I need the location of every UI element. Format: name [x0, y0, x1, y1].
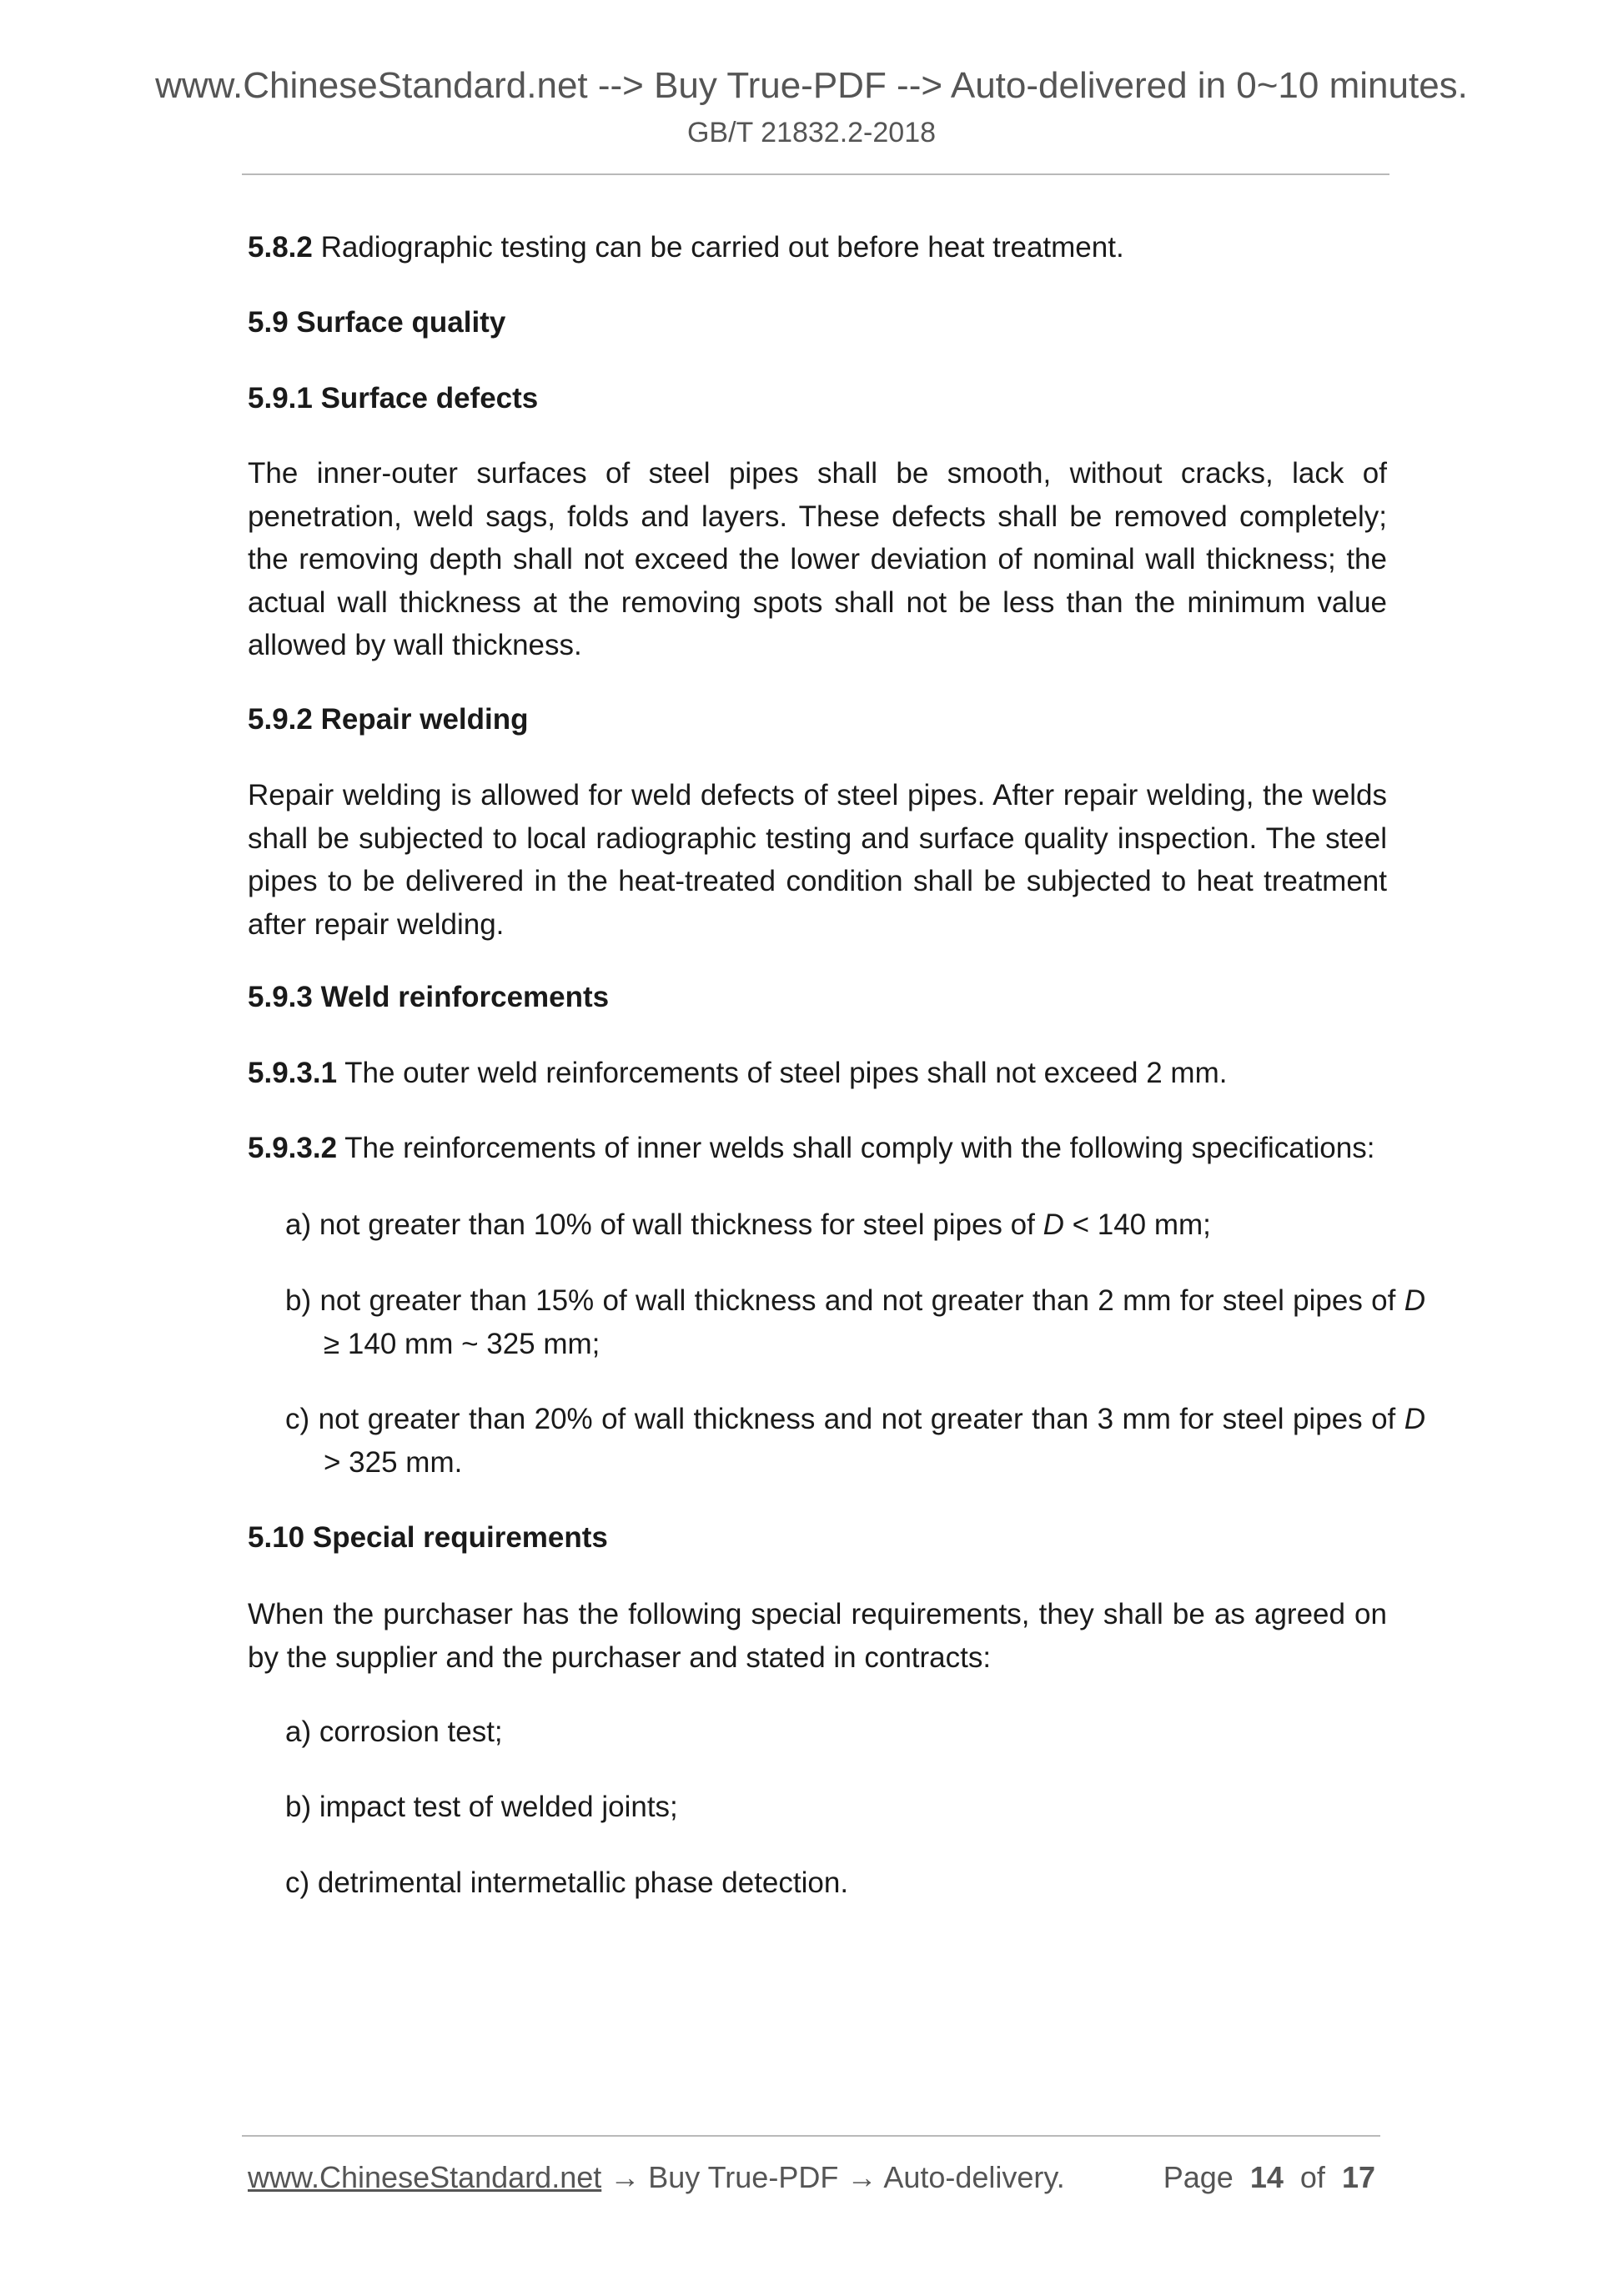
clause-5-9-3-2: [248, 1127, 1387, 1170]
footer-divider: [242, 2135, 1380, 2137]
clause-5-8-2: [248, 226, 1387, 269]
clause-5-9-3-1: [248, 1052, 1387, 1095]
clause-text: The reinforcements of inner welds shall comply with the following specifications:: [337, 1132, 1375, 1164]
document-code: GB/T 21832.2-2018: [686, 117, 937, 148]
list-item-reinforcement-a: a) not greater than 10% of wall thickness for steel pipes of D < 140 mm;: [285, 1208, 1211, 1241]
footer-promo: [248, 2160, 1065, 2195]
paragraph-surface-defects: The inner-outer surfaces of steel pipes shall be smooth, without cracks, lack of penetration, weld sags, folds and layers. These defects shall be removed completely; the removing depth shall not exceed the lower deviation of nominal wall thickness; the actual wall thickness at the removing spots shall not be less than the minimum value allowed by wall thickness.: [248, 457, 1387, 661]
page-label: Page: [1163, 2160, 1234, 2194]
section-heading-5-9: 5.9 Surface quality: [248, 306, 506, 339]
current-page-number: 14: [1249, 2160, 1284, 2194]
of-label: of: [1299, 2160, 1325, 2194]
page-indicator: [1163, 2160, 1375, 2195]
section-heading-5-9-2: 5.9.2 Repair welding: [248, 703, 529, 736]
section-heading-5-9-3: 5.9.3 Weld reinforcements: [248, 981, 610, 1013]
list-item-reinforcement-b: b) not greater than 15% of wall thickness and not greater than 2 mm for steel pipes of D ≥ 140 mm ~ 325 mm;: [285, 1284, 1425, 1360]
paragraph-repair-welding: Repair welding is allowed for weld defects of steel pipes. After repair welding, the welds shall be subjected to local radiographic testing and surface quality inspection. The steel pipes to be delivered in the heat-treated condition shall be subjected to heat treatment after repair welding.: [248, 779, 1387, 941]
header-banner: www.ChineseStandard.net --> Buy True-PDF --> Auto-delivered in 0~10 minutes.: [155, 65, 1468, 106]
clause-number: 5.9.3.1: [248, 1057, 338, 1089]
list-item-special-b: b) impact test of welded joints;: [285, 1791, 678, 1823]
footer-promo-text: → Buy True-PDF → Auto-delivery.: [601, 2160, 1065, 2194]
section-heading-5-9-1: 5.9.1 Surface defects: [248, 382, 539, 414]
clause-number: 5.9.3.2: [248, 1132, 338, 1164]
total-page-count: 17: [1341, 2160, 1375, 2194]
list-item-special-c: c) detrimental intermetallic phase detection.: [285, 1866, 849, 1899]
clause-text: The outer weld reinforcements of steel pipes shall not exceed 2 mm.: [337, 1057, 1228, 1089]
clause-text: Radiographic testing can be carried out before heat treatment.: [312, 231, 1124, 264]
section-heading-5-10: 5.10 Special requirements: [248, 1521, 608, 1554]
footer-website-link[interactable]: www.ChineseStandard.net: [248, 2160, 602, 2194]
paragraph-special-requirements: When the purchaser has the following special requirements, they shall be as agreed on by the supplier and the purchaser and stated in contracts:: [248, 1598, 1387, 1674]
list-item-special-a: a) corrosion test;: [285, 1716, 503, 1748]
clause-number: 5.8.2: [248, 231, 313, 264]
list-item-reinforcement-c: c) not greater than 20% of wall thickness and not greater than 3 mm for steel pipes of D > 325 mm.: [285, 1403, 1425, 1479]
variable-d: D: [1404, 1403, 1425, 1435]
header-divider: [242, 173, 1389, 175]
variable-d: D: [1404, 1284, 1425, 1317]
variable-d: D: [1043, 1208, 1064, 1241]
